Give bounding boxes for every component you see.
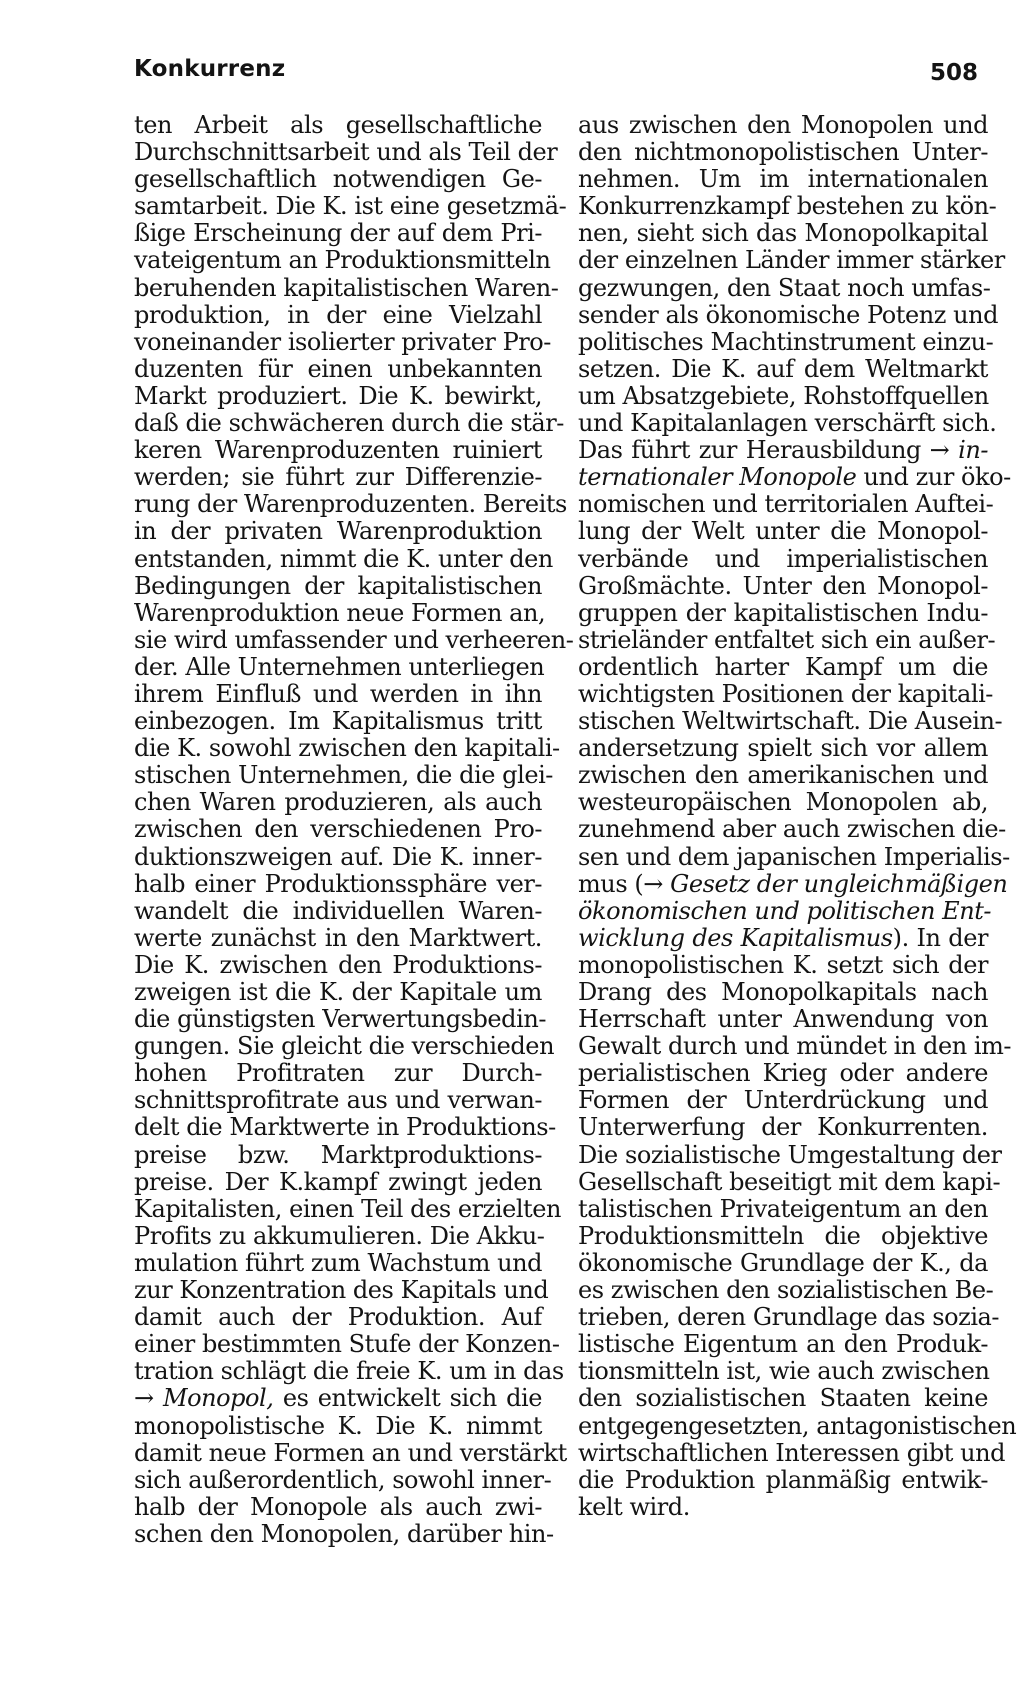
text-line: rung der Warenproduzenten. Bereits xyxy=(134,490,567,519)
text-line: lung der Welt unter die Monopol- xyxy=(578,517,988,546)
text-line: duzenten für einen unbekannten xyxy=(134,354,542,383)
text-line: halb einer Produktionssphäre ver- xyxy=(134,869,542,898)
text-line: Konkurrenzkampf bestehen zu kön- xyxy=(578,192,997,221)
text-line: westeuropäischen Monopolen ab, xyxy=(578,788,988,817)
text-line: nen, sieht sich das Monopolkapital xyxy=(578,219,988,248)
text-line xyxy=(578,463,1011,492)
text-line: und Kapitalanlagen verschärft sich. xyxy=(578,409,997,438)
text-line: wirtschaftlichen Interessen gibt und xyxy=(578,1438,1006,1467)
text-line: die K. sowohl zwischen den kapitali- xyxy=(134,734,560,763)
text-line: gruppen der kapitalistischen Indu- xyxy=(578,598,988,627)
text-line: kelt wird. xyxy=(578,1492,690,1521)
text-line: nomischen und territorialen Auftei- xyxy=(578,490,994,519)
text-line: die günstigsten Verwertungsbedin- xyxy=(134,1005,546,1034)
text-line: perialistischen Krieg oder andere xyxy=(578,1059,988,1088)
text-line: entgegengesetzten, antagonistischen xyxy=(578,1411,1017,1440)
text-line: setzen. Die K. auf dem Weltmarkt xyxy=(578,354,988,383)
text-line: Formen der Unterdrückung und xyxy=(578,1086,988,1115)
text-line: gezwungen, den Staat noch umfas- xyxy=(578,273,991,302)
text-line: schnittsprofitrate aus und verwan- xyxy=(134,1086,542,1115)
text-line: duktionszweigen auf. Die K. inner- xyxy=(134,842,542,871)
text-line: samtarbeit. Die K. ist eine gesetzmä- xyxy=(134,192,567,221)
text-line: gungen. Sie gleicht die verschieden xyxy=(134,1032,555,1061)
text-line: wichtigsten Positionen der kapitali- xyxy=(578,679,993,708)
text-line: talistischen Privateigentum an den xyxy=(578,1194,988,1223)
text-line: stischen Weltwirtschaft. Die Ausein- xyxy=(578,707,1003,736)
text-line: Herrschaft unter Anwendung von xyxy=(578,1005,988,1034)
text-line: werte zunächst in den Marktwert. xyxy=(134,923,542,952)
line-text-post: es entwickelt sich die xyxy=(273,1384,542,1413)
text-line: ten Arbeit als gesellschaftliche xyxy=(134,111,542,139)
text-line: schen den Monopolen, darüber hin- xyxy=(134,1519,554,1548)
line-text-pre: → xyxy=(134,1384,164,1413)
text-line: damit neue Formen an und verstärkt xyxy=(134,1438,567,1467)
line-text-post: ). In der xyxy=(892,923,988,952)
text-line: verbände und imperialistischen xyxy=(578,544,988,573)
text-line: andersetzung spielt sich vor allem xyxy=(578,734,988,763)
cross-reference: ternationaler Monopole xyxy=(578,463,857,492)
text-line: ßige Erscheinung der auf dem Pri- xyxy=(134,219,542,248)
text-line: zur Konzentration des Kapitals und xyxy=(134,1276,549,1305)
text-line: Kapitalisten, einen Teil des erzielten xyxy=(134,1194,562,1223)
text-line xyxy=(134,1385,542,1412)
text-line: um Absatzgebiete, Rohstoffquellen xyxy=(578,381,989,410)
running-head-title: Konkurrenz xyxy=(134,56,286,82)
line-text-pre: mus (→ xyxy=(578,869,671,898)
text-line: einer bestimmten Stufe der Konzen- xyxy=(134,1330,560,1359)
text-line: monopolistischen K. setzt sich der xyxy=(578,950,988,979)
text-line: trieben, deren Grundlage das sozia- xyxy=(578,1303,1000,1332)
text-line: listische Eigentum an den Produk- xyxy=(578,1330,988,1359)
text-line: Warenproduktion neue Formen an, xyxy=(134,598,546,627)
text-line: sich außerordentlich, sowohl inner- xyxy=(134,1465,552,1494)
text-line: hohen Profitraten zur Durch- xyxy=(134,1059,542,1088)
text-column-right xyxy=(578,111,1017,1521)
text-line: Bedingungen der kapitalistischen xyxy=(134,571,542,600)
text-line: monopolistische K. Die K. nimmt xyxy=(134,1411,542,1440)
text-line: Produktionsmitteln die objektive xyxy=(578,1221,988,1250)
text-line: ihrem Einfluß und werden in ihn xyxy=(134,679,542,708)
text-line: aus zwischen den Monopolen und xyxy=(578,111,988,139)
text-line: vateigentum an Produktionsmitteln xyxy=(134,246,551,275)
text-line: zweigen ist die K. der Kapitale um xyxy=(134,978,542,1006)
text-column-left xyxy=(134,111,574,1548)
text-line: produktion, in der eine Vielzahl xyxy=(134,300,542,329)
text-line: zwischen den verschiedenen Pro- xyxy=(134,815,542,844)
text-line: Profits zu akkumulieren. Die Akku- xyxy=(134,1221,545,1250)
text-line: delt die Marktwerte in Produktions- xyxy=(134,1113,556,1142)
text-line: strieländer entfaltet sich ein außer- xyxy=(578,625,996,654)
text-line: tionsmitteln ist, wie auch zwischen xyxy=(578,1357,990,1386)
text-line: zwischen den amerikanischen und xyxy=(578,761,988,790)
text-line: werden; sie führt zur Differenzie- xyxy=(134,463,542,492)
text-line: preise bzw. Marktproduktions- xyxy=(134,1140,542,1169)
text-line: beruhenden kapitalistischen Waren- xyxy=(134,273,559,302)
cross-reference: ökonomischen und politischen Ent- xyxy=(578,896,992,925)
text-line: Die K. zwischen den Produktions- xyxy=(134,950,542,979)
text-line: wandelt die individuellen Waren- xyxy=(134,896,542,925)
text-line: in der privaten Warenproduktion xyxy=(134,517,542,546)
line-text-post: und zur öko- xyxy=(856,463,1011,492)
text-line: sie wird umfassender und verheeren- xyxy=(134,625,574,654)
text-line: ökonomische Grundlage der K., da xyxy=(578,1248,988,1277)
text-line: der einzelnen Länder immer stärker xyxy=(578,246,1005,275)
text-line: mulation führt zum Wachstum und xyxy=(134,1248,543,1277)
text-line xyxy=(578,869,1008,898)
text-line: Drang des Monopolkapitals nach xyxy=(578,978,988,1006)
text-line xyxy=(578,925,988,952)
text-line: halb der Monopole als auch zwi- xyxy=(134,1492,542,1521)
text-line: politisches Machtinstrument einzu- xyxy=(578,327,994,356)
text-line: den nichtmonopolistischen Unter- xyxy=(578,138,988,167)
text-line: Durchschnittsarbeit und als Teil der xyxy=(134,138,558,167)
text-line: ordentlich harter Kampf um die xyxy=(578,652,988,681)
text-line: Gesellschaft beseitigt mit dem kapi- xyxy=(578,1167,1001,1196)
text-line: stischen Unternehmen, die die glei- xyxy=(134,761,553,790)
page-number: 508 xyxy=(929,60,978,86)
text-line: Großmächte. Unter den Monopol- xyxy=(578,571,988,600)
text-line: es zwischen den sozialistischen Be- xyxy=(578,1276,994,1305)
cross-reference: in- xyxy=(958,436,988,465)
text-line: tration schlägt die freie K. um in das xyxy=(134,1357,564,1386)
text-line xyxy=(578,896,992,925)
text-line: damit auch der Produktion. Auf xyxy=(134,1303,542,1332)
text-line: sender als ökonomische Potenz und xyxy=(578,300,999,329)
cross-reference: Monopol, xyxy=(163,1384,274,1413)
text-line: der. Alle Unternehmen unterliegen xyxy=(134,652,545,681)
text-line: Gewalt durch und mündet in den im- xyxy=(578,1032,1012,1061)
text-line: sen und dem japanischen Imperialis- xyxy=(578,842,1010,871)
text-line: keren Warenproduzenten ruiniert xyxy=(134,436,542,465)
text-line: Markt produziert. Die K. bewirkt, xyxy=(134,381,542,410)
cross-reference: Gesetz der ungleichmäßigen xyxy=(670,869,1008,898)
text-line: Die sozialistische Umgestaltung der xyxy=(578,1140,1002,1169)
text-line: voneinander isolierter privater Pro- xyxy=(134,327,551,356)
text-line: Unterwerfung der Konkurrenten. xyxy=(578,1113,988,1142)
text-line: preise. Der K.kampf zwingt jeden xyxy=(134,1167,542,1196)
cross-reference: wicklung des Kapitalismus xyxy=(578,923,893,952)
text-line: nehmen. Um im internationalen xyxy=(578,165,988,194)
text-line: einbezogen. Im Kapitalismus tritt xyxy=(134,707,542,736)
text-line: den sozialistischen Staaten keine xyxy=(578,1384,988,1413)
text-line xyxy=(578,437,988,464)
text-line: gesellschaftlich notwendigen Ge- xyxy=(134,165,542,194)
text-line: entstanden, nimmt die K. unter den xyxy=(134,544,553,573)
text-line: daß die schwächeren durch die stär- xyxy=(134,409,564,438)
text-line: die Produktion planmäßig entwik- xyxy=(578,1465,988,1494)
text-line: zunehmend aber auch zwischen die- xyxy=(578,815,1006,844)
line-text-pre: Das führt zur Herausbildung → xyxy=(578,436,959,465)
text-line: chen Waren produzieren, als auch xyxy=(134,788,542,817)
